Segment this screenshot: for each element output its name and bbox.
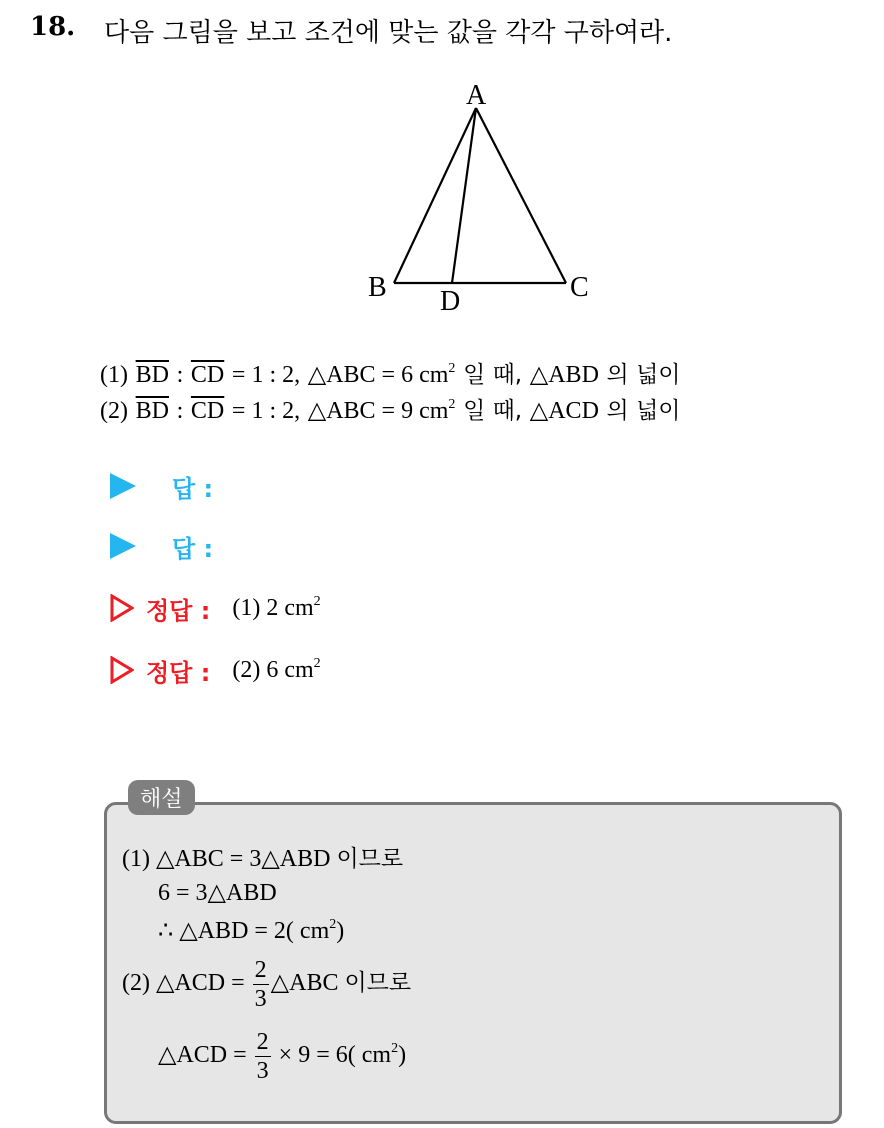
unit-exponent: 2 bbox=[448, 397, 456, 412]
question-text: 다음 그림을 보고 조건에 맞는 값을 각각 구하여라. bbox=[104, 18, 673, 48]
correct-value-1: (1) 2 $cm^2$ bbox=[232, 594, 321, 621]
explanation-line-5: △ACD = $\frac{2}{3}$ × 9 = 6( $cm^2$) bbox=[158, 1029, 407, 1084]
side-ac bbox=[476, 108, 566, 283]
given-area: △ABC = 9 cm bbox=[307, 398, 449, 424]
when-text: 일 때, bbox=[463, 362, 523, 388]
given-area: △ABC = 6 cm bbox=[307, 362, 449, 388]
label-a: A bbox=[466, 80, 487, 111]
label-d: D bbox=[440, 286, 461, 317]
play-arrow-icon bbox=[110, 533, 136, 559]
triangle-figure bbox=[360, 78, 610, 318]
explanation-line-2: 6 = 3△ABD bbox=[158, 880, 277, 906]
ratio-sep: : bbox=[176, 398, 184, 424]
correct-row-1 bbox=[110, 590, 321, 626]
ratio-value: = 1 : 2, bbox=[231, 398, 301, 424]
condition-2 bbox=[100, 392, 681, 425]
target-triangle: △ACD bbox=[529, 398, 599, 424]
outline-arrow-icon bbox=[110, 656, 134, 684]
when-text: 일 때, bbox=[463, 398, 523, 424]
ask-text: 의 넓이 bbox=[606, 362, 681, 388]
condition-1 bbox=[100, 356, 681, 389]
ask-text: 의 넓이 bbox=[606, 398, 681, 424]
answer-row-2 bbox=[110, 528, 213, 564]
answer-label: 답 : bbox=[172, 534, 214, 563]
ratio-sep: : bbox=[176, 362, 184, 388]
condition-1-number: (1) bbox=[100, 362, 128, 388]
segment-bd-label: $\overline{BD}$ bbox=[135, 398, 169, 424]
explanation-line-1: (1) △ABC = 3△ABD 이므로 bbox=[122, 846, 404, 872]
correct-label: 정답 : bbox=[146, 596, 211, 625]
explanation-line-4: (2) △ACD = $\frac{2}{3}$ △ABC 이므로 bbox=[122, 957, 412, 1012]
explanation-tag: 해설 bbox=[128, 780, 195, 815]
label-c: C bbox=[570, 272, 589, 303]
answer-label: 답 : bbox=[172, 474, 214, 503]
segment-cd-label: $\overline{CD}$ bbox=[190, 362, 225, 388]
correct-row-2 bbox=[110, 652, 321, 688]
play-arrow-icon bbox=[110, 473, 136, 499]
correct-value-2: (2) 6 $cm^2$ bbox=[232, 656, 321, 683]
question-number: 18. bbox=[30, 12, 76, 42]
correct-label: 정답 : bbox=[146, 658, 211, 687]
segment-cd-label: $\overline{CD}$ bbox=[190, 398, 225, 424]
explanation-line-3: ∴ △ABD = 2( $cm^2$) bbox=[158, 917, 345, 944]
label-b: B bbox=[368, 272, 387, 303]
segment-bd-label: $\overline{BD}$ bbox=[135, 362, 169, 388]
target-triangle: △ABD bbox=[529, 362, 599, 388]
answer-row-1 bbox=[110, 468, 213, 504]
outline-arrow-icon bbox=[110, 594, 134, 622]
fraction-two-thirds: $\frac{2}{3}$ bbox=[256, 1029, 269, 1084]
ratio-value: = 1 : 2, bbox=[231, 362, 301, 388]
condition-2-number: (2) bbox=[100, 398, 128, 424]
unit-exponent: 2 bbox=[448, 361, 456, 376]
fraction-two-thirds: $\frac{2}{3}$ bbox=[254, 957, 267, 1012]
